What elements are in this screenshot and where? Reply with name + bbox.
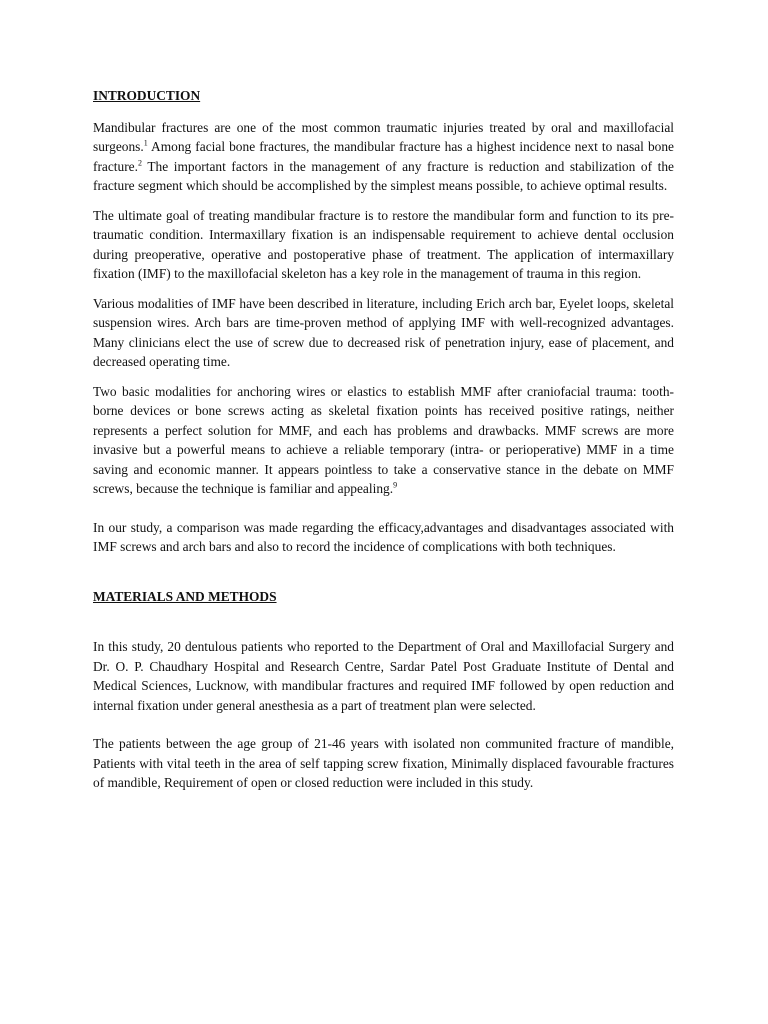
- introduction-heading: INTRODUCTION: [93, 88, 201, 103]
- intro-p1-text-a: Mandibular fractures are one of the most common traumatic injuries treated by oral and maxillofacial surgeons.: [93, 119, 674, 154]
- intro-paragraph-5: In our study, a comparison was made regarding the efficacy,advantages and disadvantages associated with IMF screws and arch bars and also to record the incidence of complications with both techniques.: [93, 519, 674, 554]
- intro-p1-text-c: The important factors in the management of any fracture is reduction and stabilization of the fracture segment which should be accomplished by the simplest means possible, to achieve optimal results.: [93, 158, 674, 193]
- reference-1: 1: [143, 138, 148, 148]
- intro-paragraph-2: The ultimate goal of treating mandibular fracture is to restore the mandibular form and function to its pre-traumatic condition. Intermaxillary fixation is an indispensable requirement to achieve dental occlusion during preoperative, operative and postoperative phase of treatment. The application of intermaxillary fixation (IMF) to the maxillofacial skeleton has a key role in the management of trauma in this region.: [93, 207, 674, 281]
- methods-paragraph-2: The patients between the age group of 21-46 years with isolated non communited fracture of mandible, Patients with vital teeth in the area of self tapping screw fixation, Minimally displaced favourable fractures of mandible, Requirement of open or closed reduction were included in this study.: [93, 736, 674, 790]
- reference-9: 9: [393, 480, 398, 490]
- intro-p1-text-b: Among facial bone fractures, the mandibular fracture has a highest incidence next to nasal bone fracture.: [93, 139, 674, 174]
- methods-paragraph-1: In this study, 20 dentulous patients who reported to the Department of Oral and Maxillofacial Surgery and Dr. O. P. Chaudhary Hospital and Research Centre, Sardar Patel Post Graduate Institute of Dental and Medical Sciences, Lucknow, with mandibular fractures and required IMF followed by open reduction and internal fixation under general anesthesia as a part of treatment plan were selected.: [93, 639, 674, 713]
- intro-paragraph-1: [93, 118, 674, 196]
- intro-paragraph-4: [93, 382, 674, 499]
- materials-methods-heading: MATERIALS AND METHODS: [93, 588, 277, 604]
- reference-2: 2: [137, 158, 142, 168]
- document-page: [93, 86, 674, 793]
- intro-paragraph-3: Various modalities of IMF have been described in literature, including Erich arch bar, Eyelet loops, skeletal suspension wires. Arch bars are time-proven method of applying IMF with well-recognized advantages. Many clinicians elect the use of screw due to decreased risk of penetration injury, ease of placement, and decreased operating time.: [93, 295, 674, 369]
- intro-p4-text: Two basic modalities for anchoring wires or elastics to establish MMF after craniofacial trauma: tooth-borne devices or bone screws acting as skeletal fixation points has received positive ratings, neither represents a perfect solution for MMF, and each has problems and drawbacks. MMF screws are more invasive but a powerful means to achieve a reliable temporary (intra- or perioperative) MMF in a time saving and economic manner. It appears pointless to take a conservative stance in the debate on MMF screws, because the technique is familiar and appealing.: [93, 383, 674, 496]
